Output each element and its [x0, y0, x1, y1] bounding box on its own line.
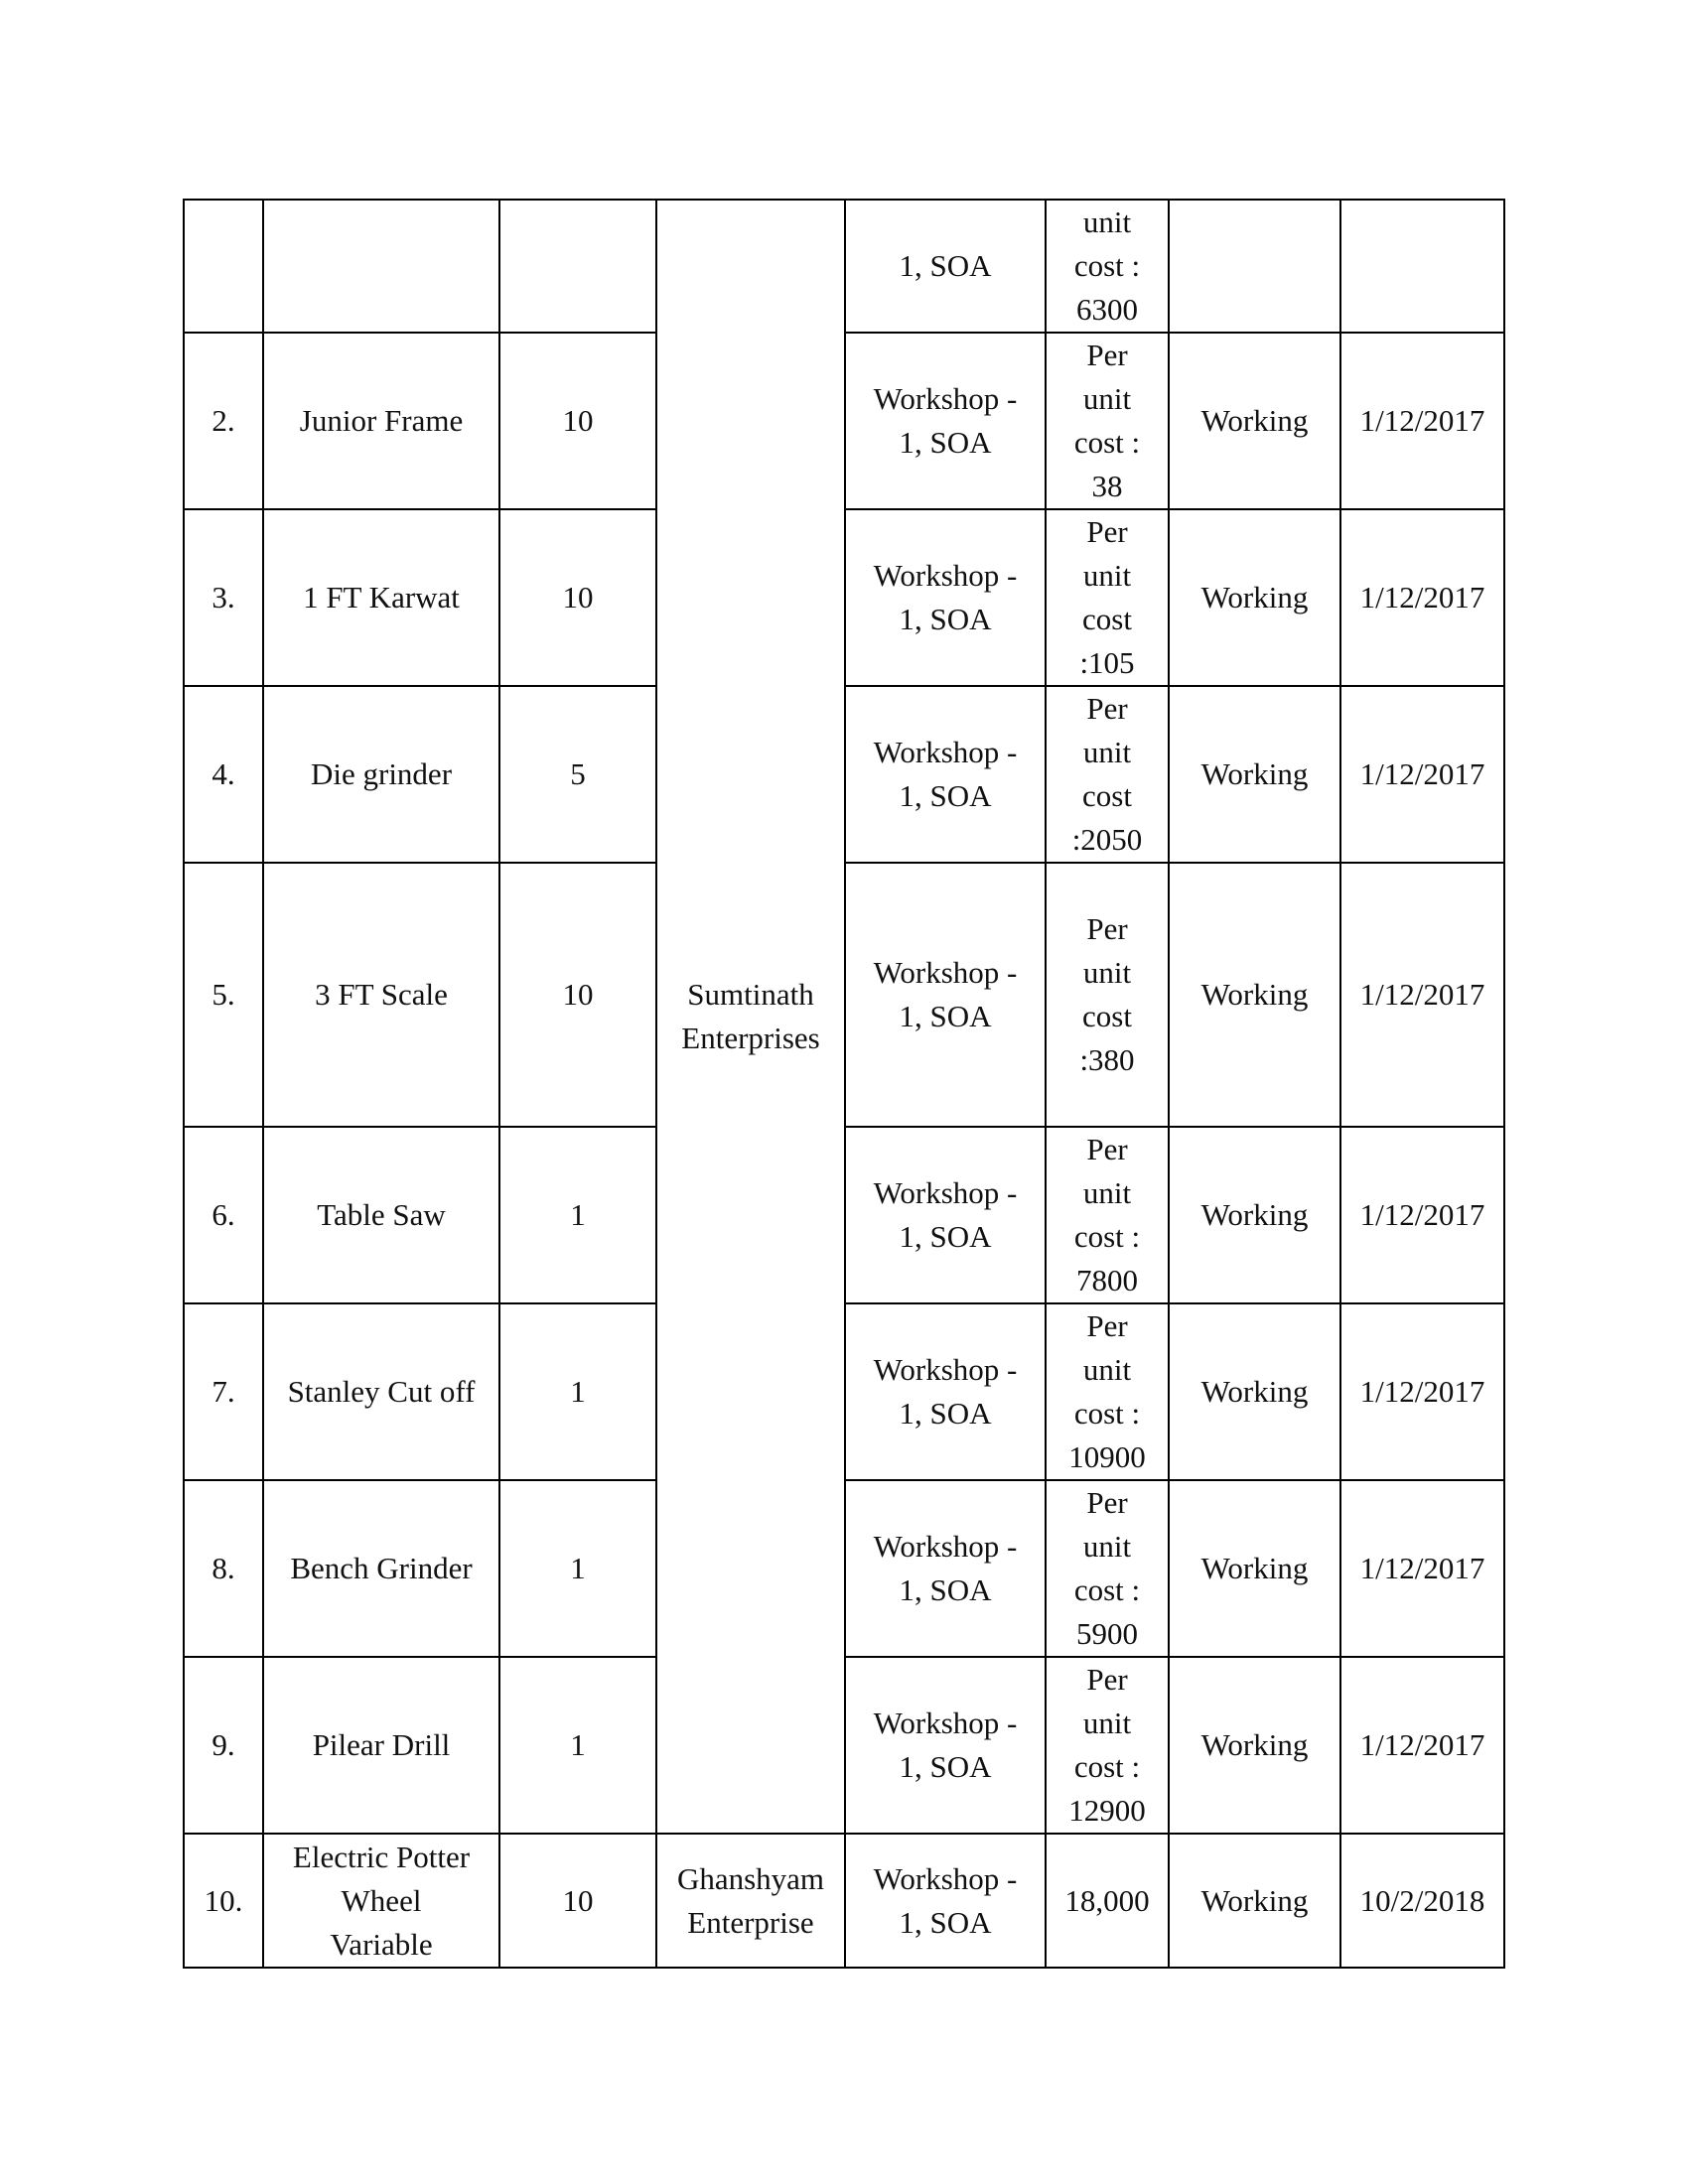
qty-cell [499, 1480, 656, 1657]
location-line: Workshop - [873, 955, 1018, 990]
item-cell [263, 1480, 499, 1657]
qty-cell [499, 863, 656, 1127]
cost-line: cost [1082, 602, 1132, 636]
item-cell [263, 1303, 499, 1480]
cost-line: :380 [1079, 1042, 1135, 1077]
location-cell [845, 1127, 1046, 1303]
status-cell [1169, 1834, 1340, 1968]
status-cell [1169, 1127, 1340, 1303]
cost-line: :2050 [1071, 822, 1143, 857]
qty-cell [499, 333, 656, 509]
qty-line: 10 [562, 403, 594, 438]
qty-cell [499, 686, 656, 863]
qty-line: 1 [570, 1551, 586, 1585]
date-line: 1/12/2017 [1359, 756, 1485, 791]
sno-line: 8. [211, 1551, 235, 1585]
status-line: Working [1200, 1197, 1309, 1232]
location-cell [845, 509, 1046, 686]
item-line: Bench Grinder [290, 1551, 473, 1585]
supplier-line: Enterprise [687, 1904, 814, 1940]
qty-line: 10 [562, 1882, 594, 1918]
location-cell [845, 333, 1046, 509]
cost-line: Per [1086, 1132, 1128, 1166]
date-cell [1340, 509, 1504, 686]
status-line: Working [1200, 1727, 1309, 1762]
item-line: Die grinder [310, 756, 453, 791]
location-cell [845, 863, 1046, 1127]
item-line: Junior Frame [299, 403, 464, 438]
location-cell [845, 1480, 1046, 1657]
date-line: 1/12/2017 [1359, 977, 1485, 1012]
sno-line: 9. [211, 1727, 235, 1762]
location-line: Workshop - [873, 1706, 1018, 1740]
location-line: 1, SOA [899, 1396, 992, 1431]
status-cell [1169, 200, 1340, 333]
location-cell [845, 200, 1046, 333]
cost-cell [1046, 1303, 1169, 1480]
item-line: 1 FT Karwat [303, 580, 460, 614]
item-cell [263, 1834, 499, 1968]
sno-cell [184, 1303, 263, 1480]
supplier-line: Sumtinath [687, 977, 814, 1012]
date-cell [1340, 1480, 1504, 1657]
item-line: 3 FT Scale [315, 977, 448, 1012]
cost-line: cost : [1073, 248, 1141, 283]
location-line: 1, SOA [899, 1219, 992, 1254]
cost-line: cost [1082, 999, 1132, 1033]
status-line: Working [1200, 977, 1309, 1012]
sno-cell [184, 333, 263, 509]
cost-line: 6300 [1076, 292, 1138, 327]
qty-cell [499, 1657, 656, 1834]
cost-line: cost : [1073, 425, 1141, 460]
item-line: Wheel [341, 1882, 422, 1918]
cost-cell [1046, 509, 1169, 686]
location-line: 1, SOA [899, 1904, 992, 1940]
location-line: Workshop - [873, 1175, 1018, 1210]
date-cell [1340, 1127, 1504, 1303]
status-cell [1169, 1303, 1340, 1480]
item-cell [263, 509, 499, 686]
cost-cell [1046, 200, 1169, 333]
cost-line: 5900 [1076, 1616, 1138, 1651]
item-line: Variable [330, 1926, 433, 1962]
sno-cell [184, 509, 263, 686]
qty-line: 10 [562, 977, 594, 1012]
item-cell [263, 863, 499, 1127]
status-cell [1169, 863, 1340, 1127]
location-line: 1, SOA [899, 999, 992, 1033]
date-line: 1/12/2017 [1359, 1197, 1485, 1232]
supplier-cell [656, 200, 845, 1834]
location-line: Workshop - [873, 1529, 1018, 1564]
cost-line: cost : [1073, 1749, 1141, 1784]
status-cell [1169, 1480, 1340, 1657]
cost-line: 10900 [1068, 1439, 1146, 1474]
cost-line: unit [1082, 381, 1132, 416]
item-line: Table Saw [317, 1197, 446, 1232]
cost-cell [1046, 863, 1169, 1127]
supplier-line: Ghanshyam [676, 1860, 825, 1896]
cost-line: unit [1082, 558, 1132, 593]
cost-line: 7800 [1076, 1263, 1138, 1297]
status-cell [1169, 509, 1340, 686]
location-cell [845, 1657, 1046, 1834]
cost-cell [1046, 686, 1169, 863]
date-line: 1/12/2017 [1359, 1551, 1485, 1585]
cost-cell [1046, 333, 1169, 509]
cost-cell [1046, 1657, 1169, 1834]
cost-line: unit [1082, 1352, 1132, 1387]
status-line: Working [1200, 1551, 1309, 1585]
cost-line: unit [1082, 1706, 1132, 1740]
status-line: Working [1200, 580, 1309, 614]
location-line: Workshop - [873, 558, 1018, 593]
qty-cell [499, 1127, 656, 1303]
qty-cell [499, 509, 656, 686]
cost-cell [1046, 1480, 1169, 1657]
cost-line: cost : [1073, 1572, 1141, 1607]
cost-line: Per [1086, 691, 1128, 726]
date-cell [1340, 1303, 1504, 1480]
date-line: 1/12/2017 [1359, 1727, 1485, 1762]
status-line: Working [1200, 756, 1309, 791]
location-cell [845, 1303, 1046, 1480]
date-cell [1340, 686, 1504, 863]
date-line: 1/12/2017 [1359, 1374, 1485, 1409]
location-line: Workshop - [873, 735, 1018, 769]
cost-line: 38 [1091, 469, 1123, 503]
location-line: Workshop - [873, 1352, 1018, 1387]
date-line: 1/12/2017 [1359, 580, 1485, 614]
item-cell [263, 1657, 499, 1834]
sno-line: 6. [211, 1197, 235, 1232]
sno-cell [184, 1657, 263, 1834]
qty-line: 1 [570, 1197, 586, 1232]
item-cell [263, 686, 499, 863]
location-line: Workshop - [873, 1860, 1018, 1896]
location-line: 1, SOA [899, 602, 992, 636]
date-line: 10/2/2018 [1359, 1882, 1485, 1918]
item-cell [263, 200, 499, 333]
supplier-line: Enterprises [681, 1021, 820, 1055]
location-cell [845, 686, 1046, 863]
cost-line: unit [1082, 1175, 1132, 1210]
item-cell [263, 1127, 499, 1303]
date-cell [1340, 200, 1504, 333]
sno-line: 10. [204, 1882, 243, 1918]
date-cell [1340, 1657, 1504, 1834]
sno-cell [184, 863, 263, 1127]
cost-line: Per [1086, 338, 1128, 372]
cost-line: unit [1082, 1529, 1132, 1564]
location-line: 1, SOA [899, 778, 992, 813]
item-line: Stanley Cut off [287, 1374, 476, 1409]
qty-line: 5 [570, 756, 586, 791]
cost-line: Per [1086, 514, 1128, 549]
status-line: Working [1200, 403, 1309, 438]
qty-cell [499, 1834, 656, 1968]
item-line: Electric Potter [292, 1839, 471, 1874]
item-line: Pilear Drill [312, 1727, 451, 1762]
sno-line: 7. [211, 1374, 235, 1409]
cost-line: Per [1086, 1308, 1128, 1343]
qty-line: 10 [562, 580, 594, 614]
cost-line: unit [1082, 205, 1132, 239]
qty-line: 1 [570, 1374, 586, 1409]
qty-cell [499, 200, 656, 333]
sno-cell [184, 1127, 263, 1303]
status-line: Working [1200, 1882, 1309, 1918]
sno-cell [184, 1834, 263, 1968]
status-cell [1169, 333, 1340, 509]
sno-cell [184, 686, 263, 863]
qty-line: 1 [570, 1727, 586, 1762]
status-cell [1169, 1657, 1340, 1834]
location-line: 1, SOA [899, 248, 992, 283]
sno-line: 5. [211, 977, 235, 1012]
status-cell [1169, 686, 1340, 863]
cost-line: 18,000 [1064, 1882, 1150, 1918]
cost-line: cost : [1073, 1219, 1141, 1254]
cost-line: unit [1082, 955, 1132, 990]
sno-line: 4. [211, 756, 235, 791]
cost-line: cost [1082, 778, 1132, 813]
item-cell [263, 333, 499, 509]
location-line: 1, SOA [899, 1572, 992, 1607]
sno-cell [184, 200, 263, 333]
sno-cell [184, 1480, 263, 1657]
status-line: Working [1200, 1374, 1309, 1409]
date-cell [1340, 863, 1504, 1127]
table-row [184, 200, 1504, 333]
date-cell [1340, 1834, 1504, 1968]
sno-line: 2. [211, 403, 235, 438]
location-line: 1, SOA [899, 425, 992, 460]
location-line: Workshop - [873, 381, 1018, 416]
cost-line: Per [1086, 1662, 1128, 1697]
table-row [184, 1834, 1504, 1968]
location-cell [845, 1834, 1046, 1968]
cost-line: Per [1086, 911, 1128, 946]
qty-cell [499, 1303, 656, 1480]
cost-line: unit [1082, 735, 1132, 769]
cost-line: Per [1086, 1485, 1128, 1520]
inventory-table [183, 199, 1505, 1969]
sno-line: 3. [211, 580, 235, 614]
date-cell [1340, 333, 1504, 509]
cost-cell [1046, 1834, 1169, 1968]
supplier-cell [656, 1834, 845, 1968]
cost-line: cost : [1073, 1396, 1141, 1431]
cost-line: :105 [1079, 645, 1135, 680]
location-line: 1, SOA [899, 1749, 992, 1784]
cost-line: 12900 [1068, 1793, 1146, 1828]
date-line: 1/12/2017 [1359, 403, 1485, 438]
cost-cell [1046, 1127, 1169, 1303]
